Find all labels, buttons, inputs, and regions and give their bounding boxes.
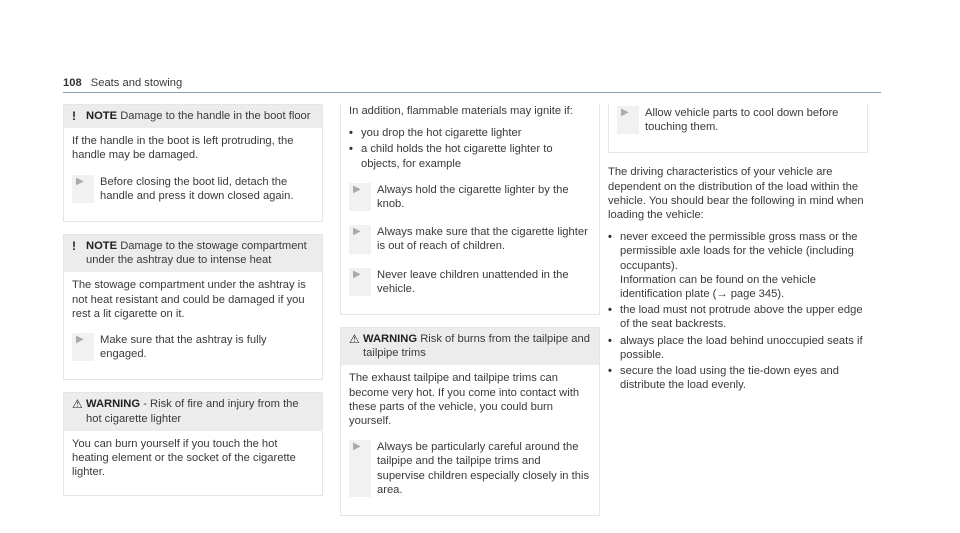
step-arrow-icon: ▶ — [72, 333, 94, 361]
note-text: The stowage compartment under the ashtray is not heat resistant and could be damaged if you rest a lit cigarette on it. — [72, 279, 306, 320]
list-item: • a child holds the hot cigarette lighter to objects, for example — [349, 143, 553, 170]
list-item: • you drop the hot cigarette lighter — [349, 127, 522, 140]
step-text: Allow vehicle parts to cool down before touching them. — [645, 107, 839, 134]
warning-continuation — [340, 104, 600, 315]
list-item: • never exceed the permissible gross mass or the permissible axle loads for the vehicle (including occupants). Information can be found on the vehicle identification plate (→ page 345). — [608, 231, 858, 301]
warning-body — [64, 431, 322, 496]
step-text: Make sure that the ashtray is fully engaged. — [100, 334, 267, 361]
step-text: Always make sure that the cigarette lighter is out of reach of children. — [377, 226, 588, 253]
note-text: If the handle in the boot is left protruding, the handle may be damaged. — [72, 135, 294, 162]
note-label: NOTE — [86, 240, 118, 253]
exclamation-icon: ! — [72, 239, 76, 254]
list-item: • the load must not protrude above the upper edge of the seat backrests. — [608, 304, 863, 331]
page-header — [63, 76, 881, 93]
step-item — [349, 223, 591, 255]
continuation-body — [341, 104, 599, 314]
note-header — [64, 235, 322, 272]
warning-text: You can burn yourself if you touch the hot heating element or the socket of the cigarette lighter. — [72, 437, 296, 479]
page-number: 108 — [63, 77, 82, 89]
warning-title: Risk of burns from the tailpipe and tailpipe trims — [363, 333, 590, 360]
step-text: Always be particularly careful around the tailpipe and the tailpipe trims and supervise children especially closely in this area. — [377, 441, 590, 496]
section-title: Seats and stowing — [90, 77, 183, 89]
warning-box-tailpipe — [340, 327, 600, 516]
note-box-boot-handle — [63, 104, 323, 222]
note-box-ashtray — [63, 234, 323, 380]
step-arrow-icon: ▶ — [72, 175, 94, 203]
note-body — [64, 272, 322, 379]
warning-text: The exhaust tailpipe and tailpipe trims can become very hot. If you come into contact with these parts of the vehicle, you could burn yourself. — [349, 372, 580, 428]
continuation-body — [609, 104, 867, 152]
exclamation-icon: ! — [72, 109, 76, 123]
warning-label: WARNING — [86, 398, 141, 411]
step-text: Never leave children unattended in the vehicle. — [377, 268, 569, 295]
step-item — [617, 104, 859, 136]
step-arrow-icon: ▶ — [349, 268, 371, 296]
warning-body — [341, 365, 599, 515]
warning-title: - Risk of fire and injury from the hot cigarette lighter — [86, 398, 299, 425]
step-item — [349, 181, 591, 213]
step-item — [72, 173, 314, 205]
warning-triangle-icon: ⚠ — [349, 332, 360, 347]
intro-text: In addition, flammable materials may ignite if: — [349, 105, 573, 117]
loading-paragraph: The driving characteristics of your vehicle are dependent on the distribution of the load within the vehicle. You should bear the following in mind when loading the vehicle: — [608, 166, 864, 222]
step-item — [72, 331, 314, 363]
step-text: Before closing the boot lid, detach the handle and press it down closed again. — [100, 175, 294, 202]
note-label: NOTE — [86, 110, 118, 122]
warning-header — [341, 328, 599, 365]
info-text: Information can be found on the vehicle identification plate (→ page 345). — [620, 273, 816, 301]
column-1 — [63, 104, 323, 508]
warning-triangle-icon: ⚠ — [72, 397, 83, 412]
column-3 — [608, 104, 868, 398]
note-title: Damage to the stowage compartment under the ashtray due to intense heat — [86, 240, 307, 267]
note-title: Damage to the handle in the boot floor — [120, 110, 311, 122]
loading-bullet-list — [608, 230, 868, 392]
step-text: Always hold the cigarette lighter by the knob. — [377, 183, 569, 211]
step-arrow-icon: ▶ — [349, 225, 371, 253]
step-arrow-icon: ▶ — [349, 183, 371, 211]
warning-box-lighter — [63, 392, 323, 496]
warning-continuation — [608, 104, 868, 153]
note-header — [64, 105, 322, 128]
step-arrow-icon: ▶ — [617, 106, 639, 134]
step-item — [349, 266, 591, 298]
step-item — [349, 438, 591, 499]
bullet-list — [349, 126, 591, 171]
warning-header — [64, 393, 322, 430]
list-item: • always place the load behind unoccupied seats if possible. — [608, 334, 863, 361]
list-item: • secure the load using the tie-down eyes and distribute the load evenly. — [608, 365, 839, 392]
column-2 — [340, 104, 600, 528]
note-body — [64, 128, 322, 221]
warning-label: WARNING — [363, 333, 418, 346]
step-arrow-icon: ▶ — [349, 440, 371, 497]
